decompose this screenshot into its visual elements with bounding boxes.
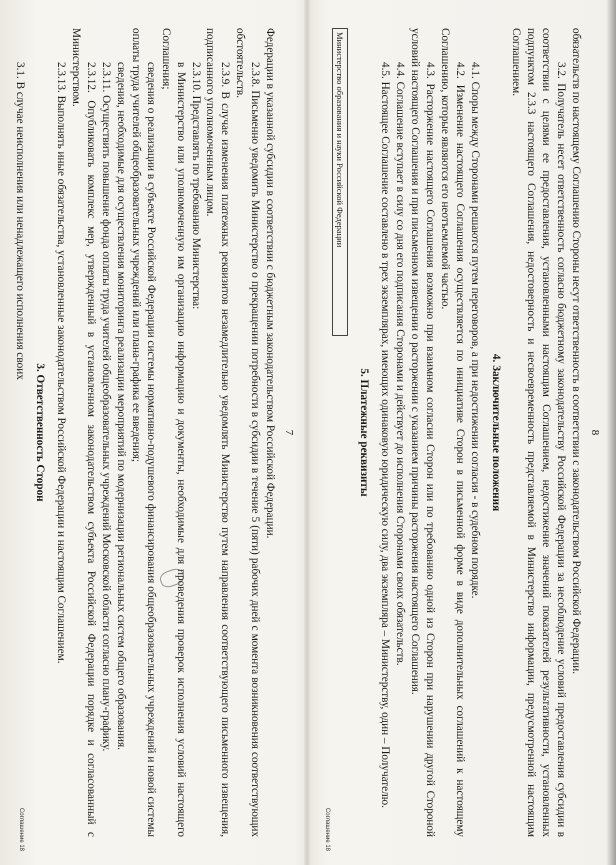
page-7 [13, 10, 298, 855]
section-heading: 3. Ответственность Сторон [34, 363, 47, 502]
section-heading: 5. Платежные реквизиты [358, 368, 371, 497]
page-8 [319, 10, 604, 855]
paragraph: 3.1. В случае неисполнения или ненадлежащего исполнения своих [13, 62, 26, 380]
paragraph: 2.3.12. Опубликовать комплекс мер, утвержденный в установленном законодательством субъекта Российской Федерации порядке и согласованный с Министерством. [70, 28, 98, 837]
paragraph: 2.3.9. В случае изменения платежных реквизитов незамедлительно уведомлять Министерство путем направления соответствующего письменного извещения, подписанного уполномоченным лицом. [204, 28, 232, 837]
paragraph: 2.3.11. Осуществить повышение фонда оплаты труда учителей общеобразовательных учреждений Московской области согласно плану-графику. [100, 62, 113, 752]
paragraph: 4.1. Споры между Сторонами решаются путем переговоров, а при недостижении согласия - в судебном порядке. [468, 62, 481, 599]
section-heading: 4. Заключительные положения [489, 353, 502, 512]
paragraph: 2.3.10. Представлять по требованию Министерства: [189, 62, 202, 310]
paragraph: 4.5. Настоящее Соглашение составлено в трех экземплярах, имеющих одинаковую юридическую силу, два экземпляра – Министерству, один – Получателю. [379, 62, 392, 808]
paragraph: 2.3.8. Письменно уведомить Министерство о прекращении потребности в субсидии в течение 5 (пяти) рабочих дней с момента возникновения соответствующих обстоятельств. [234, 28, 262, 837]
page-fold [304, 0, 310, 865]
requisites-table-header: Министерство образования и науки Российской Федерации [332, 28, 348, 336]
footer-id: Соглашение 18 [323, 807, 330, 851]
scan-edge-shadow [606, 0, 616, 865]
footer-id: Соглашение 18 [17, 807, 24, 851]
paragraph: Федерации в указанной субсидии в соответствии с бюджетным законодательством Российской Федерации. [264, 28, 277, 539]
paragraph: 2.3.13. Выполнять иные обязательства, установленные законодательством Российской Федерации и настоящим Соглашением. [55, 62, 68, 664]
paragraph: сведения, необходимые для осуществления мониторинга реализации мероприятий по модернизации региональных систем общего образования. [115, 62, 128, 750]
paragraph: в Министерство или уполномоченную им организацию информацию и документы, необходимые для проведения проверок исполнения условий настоящего Соглашения; [159, 28, 187, 837]
page-number: 7 [283, 429, 295, 436]
paragraph: 3.2. Получатель несет ответственность согласно бюджетному законодательству Российской Федерации за несоблюдение условий предоставления субсидии в соответствии с целями ее предоставления, установленными настоящим Соглашением, недостижение значений показателей результативности, установленных подпунктом 2.3.3 настоящего Соглашения, недостоверность и несвоевременность представляемой в Министерство информации, предусмотренной настоящим Соглашением. [510, 28, 568, 837]
paragraph: обязательств по настоящему Соглашению Стороны несут ответственность в соответствии с законодательством Российской Федерации. [570, 28, 583, 675]
page-number: 8 [589, 429, 601, 436]
paragraph: 4.4. Соглашение вступает в силу со дня его подписания Сторонами и действует до исполнения Сторонами своих обязательств. [394, 62, 407, 666]
paragraph: 4.2. Изменение настоящего Соглашения осуществляется по инициативе Сторон в письменной форме в виде дополнительных соглашений к настоящему Соглашению, которые являются его неотъемлемой частью. [438, 28, 466, 837]
paragraph: 4.3. Расторжение настоящего Соглашения возможно при взаимном согласии Сторон или по требованию одной из Сторон при нарушении другой Стороной условий настоящего Соглашения и при письменном извещении о расторжении с указанием причины расторжения настоящего Соглашения. [409, 28, 436, 837]
paragraph: сведения о реализации в субъекте Российской Федерации системы нормативно-подушевого финансирования общеобразовательных учреждений и новой системы оплаты труда учителей общеобразовательных учреждений или плана-графика ее введения; [129, 28, 157, 837]
